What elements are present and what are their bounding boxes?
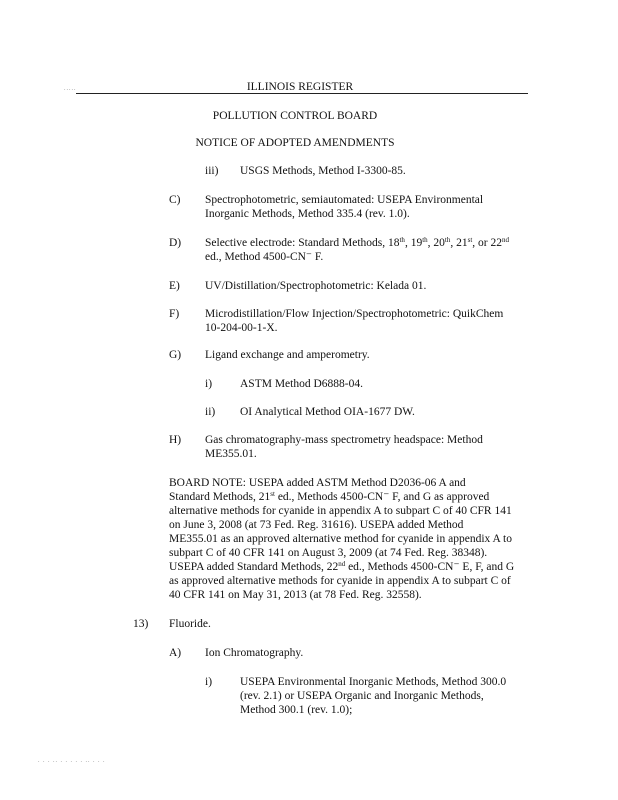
item-g-label: G) xyxy=(169,349,182,361)
item-g-ii-text: OI Analytical Method OIA-1677 DW. xyxy=(240,406,415,418)
item-h-line2: ME355.01. xyxy=(205,448,257,460)
board-note-line-5: ME355.01 as an approved alternative method for cyanide in appendix A to xyxy=(169,533,512,545)
fluoride-a-i-line1: USEPA Environmental Inorganic Methods, Method 300.0 xyxy=(240,676,507,688)
footer-scan-dots: . . . .. . . . . . .. . . . xyxy=(38,758,106,764)
board-note-line-6: subpart C of 40 CFR 141 on August 3, 2009 (at 74 Fed. Reg. 38348). xyxy=(169,547,488,559)
fluoride-a-i-label: i) xyxy=(205,676,213,688)
item-g-ii-label: ii) xyxy=(205,406,216,418)
item-c-line1: Spectrophotometric, semiautomated: USEPA Environmental xyxy=(205,194,484,206)
item-g-text: Ligand exchange and amperometry. xyxy=(205,349,370,361)
board-note-line-9: 40 CFR 141 on May 31, 2013 (at 78 Fed. Reg. 32558). xyxy=(169,589,422,601)
item-c-line2: Inorganic Methods, Method 335.4 (rev. 1.0). xyxy=(205,208,410,220)
fluoride-label: 13) xyxy=(133,618,149,630)
item-d-label: D) xyxy=(169,237,182,249)
item-c-label: C) xyxy=(169,194,181,206)
fluoride-a-i-line3: Method 300.1 (rev. 1.0); xyxy=(240,704,353,716)
item-d-line1: Selective electrode: Standard Methods, 18th, 19th, 20th, 21st, or 22nd xyxy=(205,236,509,249)
item-g-i-text: ASTM Method D6888-04. xyxy=(240,378,363,390)
board-note-line-4: on June 3, 2008 (at 73 Fed. Reg. 31616). USEPA added Method xyxy=(169,519,464,531)
board-note-line-7: USEPA added Standard Methods, 22nd ed., Methods 4500-CN⁻ E, F, and G xyxy=(169,560,515,573)
item-f-line1: Microdistillation/Flow Injection/Spectrophotometric: QuikChem xyxy=(205,308,504,320)
item-g-i-label: i) xyxy=(205,378,213,390)
item-f-label: F) xyxy=(169,308,180,320)
item-d-line2: ed., Method 4500-CN⁻ F. xyxy=(205,251,324,263)
item-e-label: E) xyxy=(169,280,180,292)
fluoride-title: Fluoride. xyxy=(169,618,211,630)
board-note-line-8: as approved alternative methods for cyanide in appendix A to subpart C of xyxy=(169,575,511,587)
item-h-line1: Gas chromatography-mass spectrometry headspace: Method xyxy=(205,434,483,446)
item-h-label: H) xyxy=(169,434,182,446)
item-iii-label: iii) xyxy=(205,165,219,177)
item-iii-text: USGS Methods, Method I-3300-85. xyxy=(240,165,406,177)
item-e-text: UV/Distillation/Spectrophotometric: Kelada 01. xyxy=(205,280,427,292)
board-title: POLLUTION CONTROL BOARD xyxy=(212,110,378,122)
register-title: ILLINOIS REGISTER xyxy=(246,81,354,93)
fluoride-a-i-line2: (rev. 2.1) or USEPA Organic and Inorganic Methods, xyxy=(240,690,484,702)
fluoride-a-text: Ion Chromatography. xyxy=(205,647,304,659)
board-note-line-3: alternative methods for cyanide in appendix A to subpart C of 40 CFR 141 xyxy=(169,505,512,517)
header-rule-dots: ..... xyxy=(64,86,77,92)
board-note-line-2: Standard Methods, 21st ed., Methods 4500-CN⁻ F, and G as approved xyxy=(169,490,490,503)
fluoride-a-label: A) xyxy=(169,647,182,659)
item-f-line2: 10-204-00-1-X. xyxy=(205,322,278,334)
notice-title: NOTICE OF ADOPTED AMENDMENTS xyxy=(195,137,395,149)
board-note-line-1: BOARD NOTE: USEPA added ASTM Method D2036-06 A and xyxy=(169,477,466,489)
